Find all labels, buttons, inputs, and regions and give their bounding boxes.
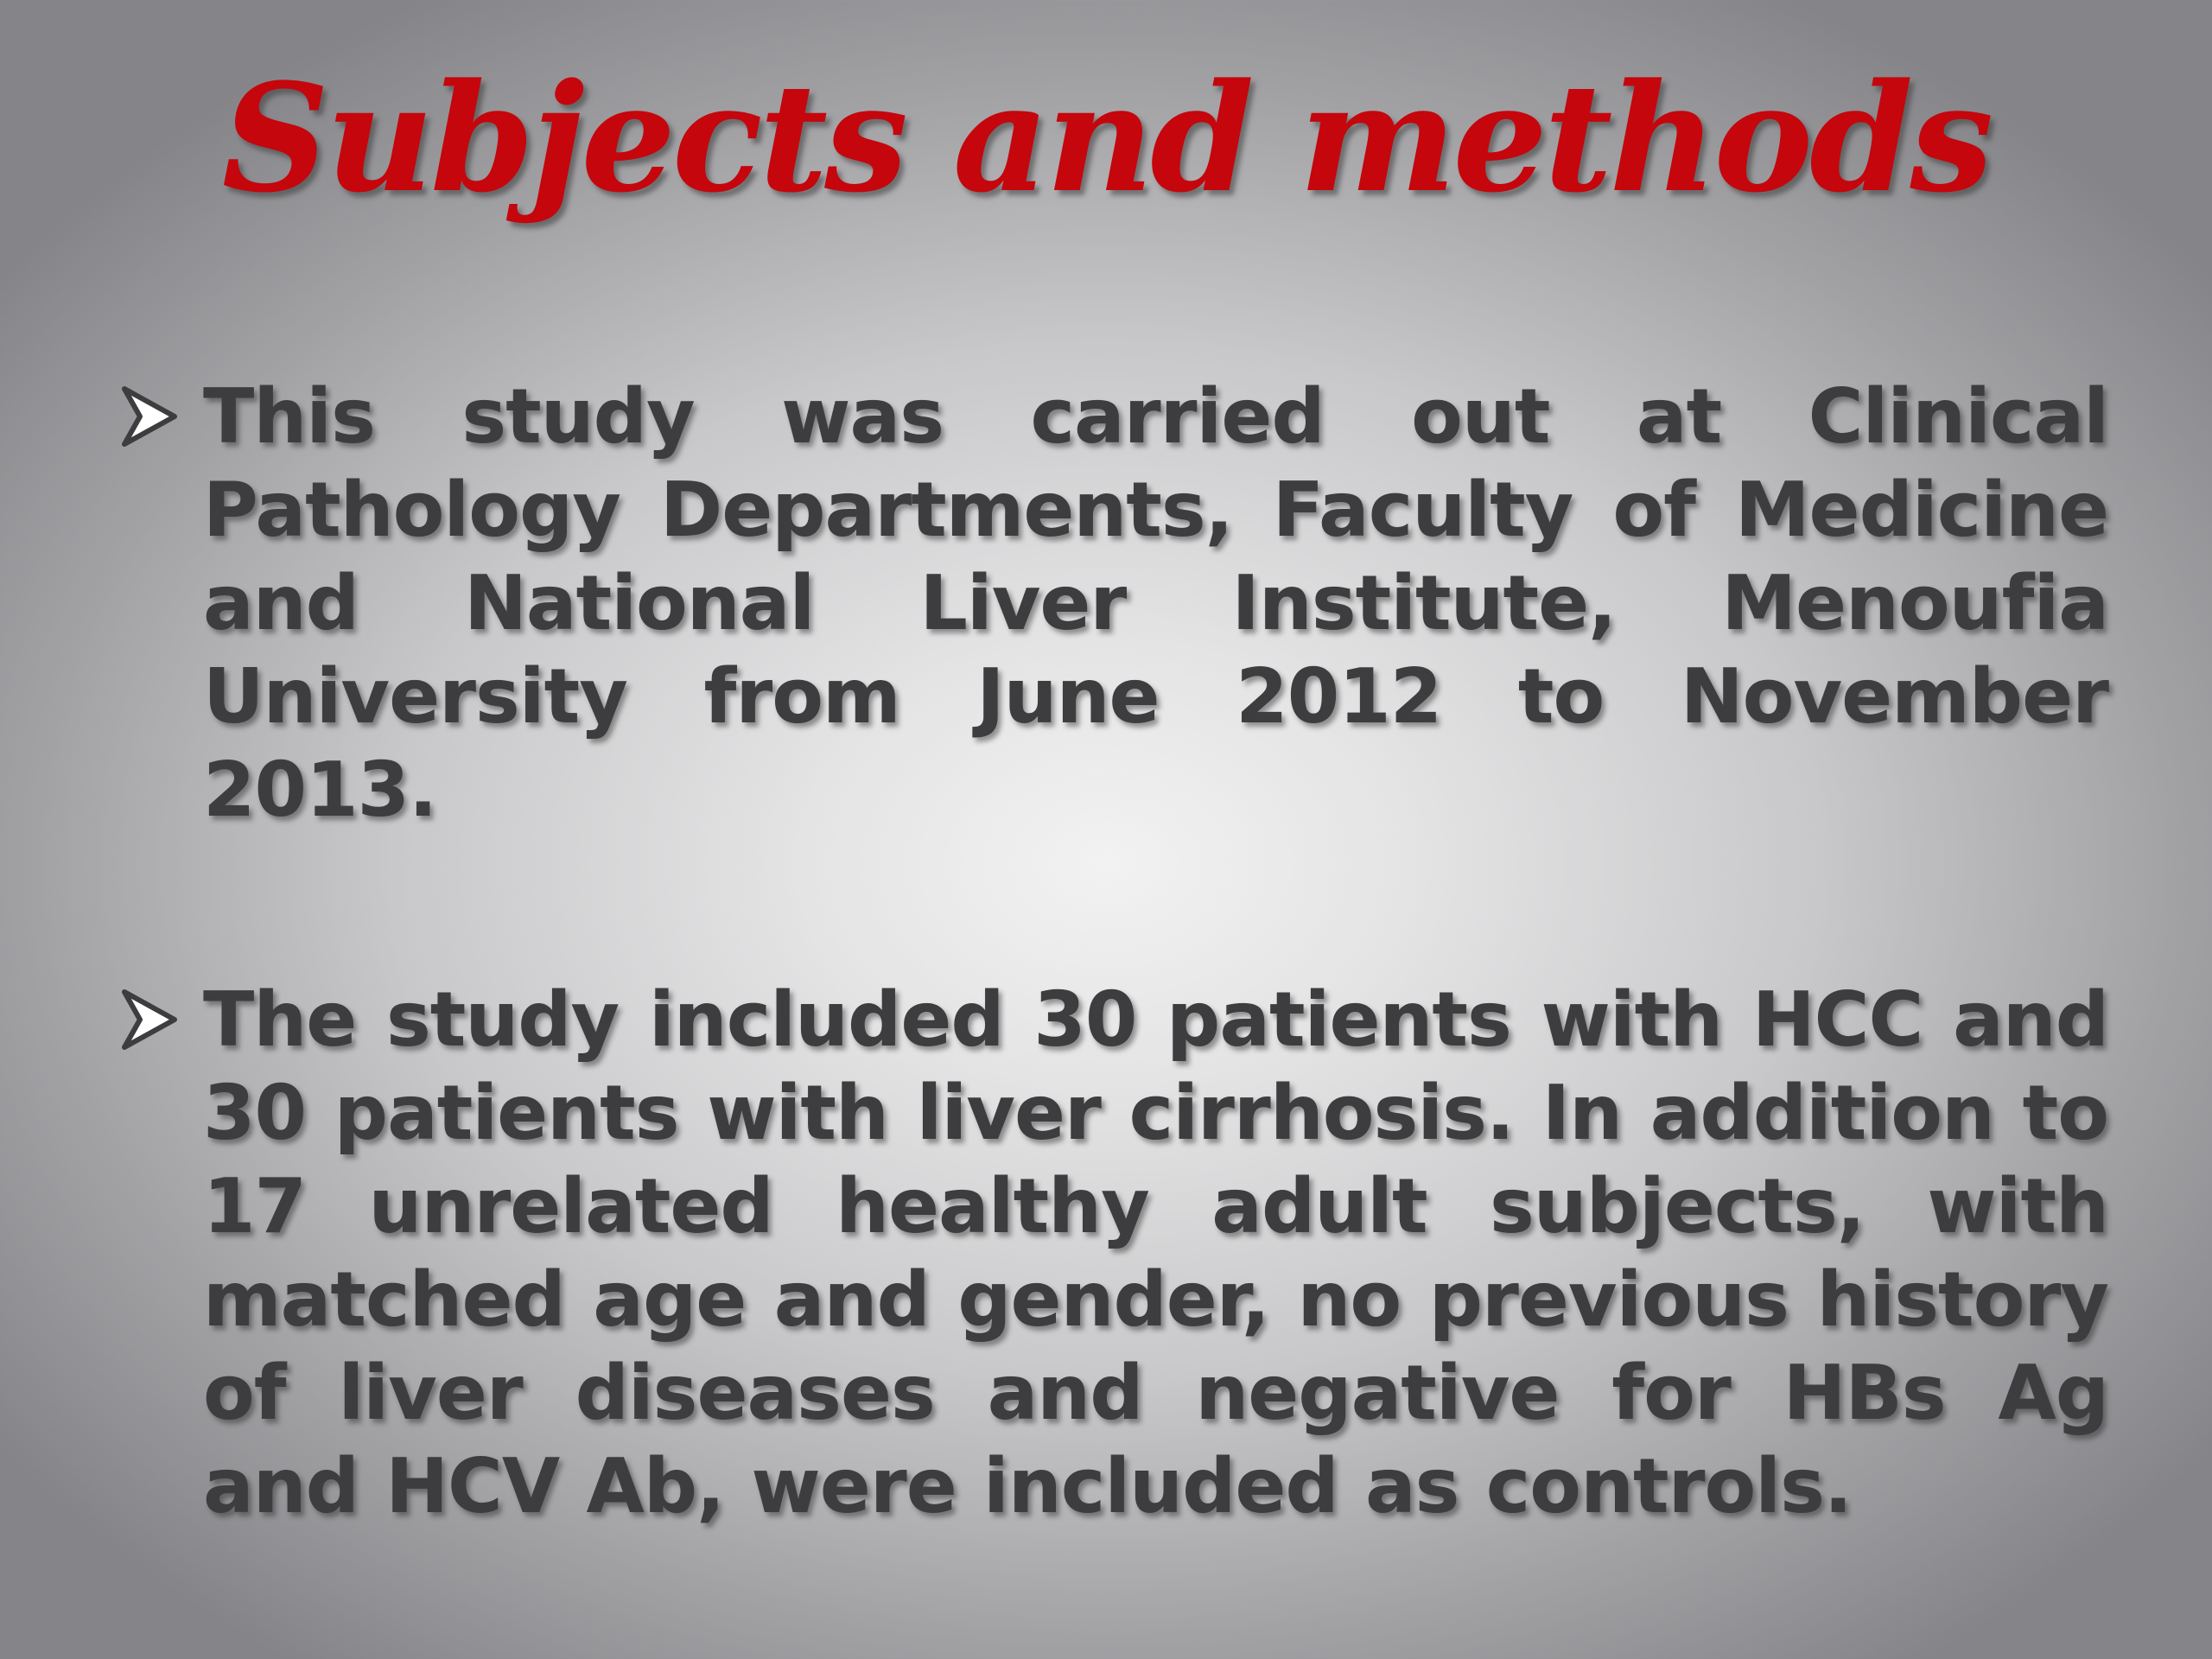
slide-title: Subjects and methods xyxy=(221,50,1991,226)
bullet-text: This study was carried out at Clinical Pathology Departments, Faculty of Medicine and National Liver Institute, Menoufia University from June 2012 to November 2013. xyxy=(203,372,2108,834)
bullet-item xyxy=(121,370,2108,836)
bullet-item xyxy=(121,973,2108,1533)
arrowhead-bullet-icon xyxy=(121,385,178,448)
bullet-text: The study included 30 patients with HCC and 30 patients with liver cirrhosis. In addition to 17 unrelated healthy adult subjects, with matched age and gender, no previous history of liver diseases and negative for HBs Ag and HCV Ab, were included as controls. xyxy=(203,976,2108,1530)
arrowhead-bullet-icon xyxy=(121,988,178,1051)
bullet-list xyxy=(121,370,2108,1659)
